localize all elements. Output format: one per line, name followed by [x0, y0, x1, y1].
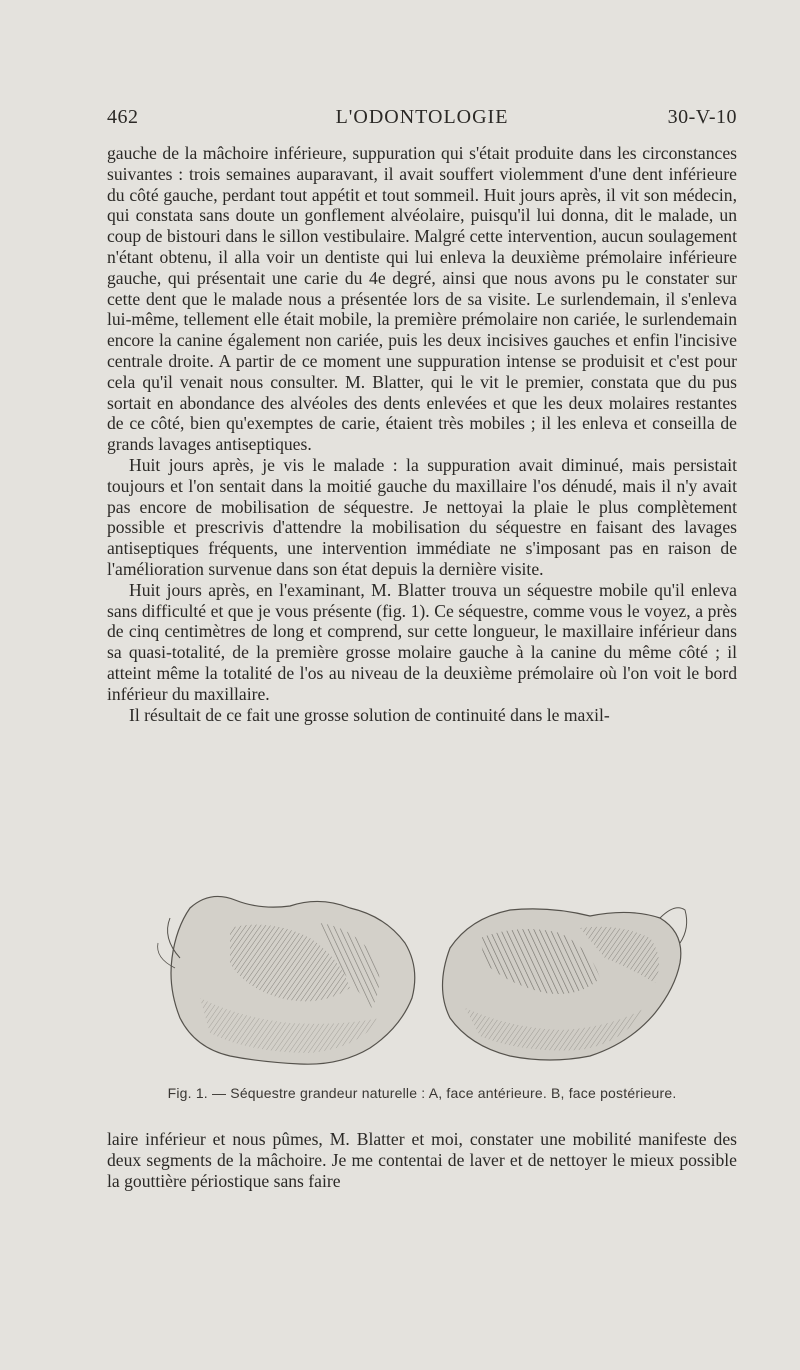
specimen-a-drawing: [158, 896, 415, 1064]
continuation-paragraph: laire inférieur et nous pûmes, M. Blatter et moi, constater une mobilité manifeste des deux segments de la mâchoire. Je me contentai de laver et de nettoyer le mieux possible la gouttière périostique sans faire: [107, 1129, 737, 1191]
paragraph-3: Huit jours après, en l'examinant, M. Blatter trouva un séquestre mobile qu'il enleva sans difficulté et que je vous présente (fig. 1). Ce séquestre, comme vous le voyez, a près de cinq centimètres de long et comprend, sur cette longueur, le maxillaire inférieur dans sa quasi-totalité, de la première grosse molaire gauche à la canine du même côté ; il atteint même la totalité de l'os au niveau de la deuxième prémolaire où l'on voit le bord inférieur du maxillaire.: [107, 579, 737, 704]
page-header: [107, 106, 737, 134]
sequestrum-illustration: [150, 888, 710, 1078]
paragraph-1: gauche de la mâchoire inférieure, suppuration qui s'était produite dans les circonstances suivantes : trois semaines auparavant, il avait souffert violemment d'une dent inférieure du côté gauche, perdant tout appétit et tout sommeil. Huit jours après, il vit son médecin, qui constata sans doute un gonflement alvéolaire, puisqu'il lui donna, dit le malade, un coup de bistouri dans le sillon vestibulaire. Malgré cette intervention, aucun soulagement n'étant obtenu, il alla voir un dentiste qui lui enleva la deuxième prémolaire inférieure gauche, qui présentait une carie du 4e degré, ainsi que nous avons pu le constater sur cette dent que le malade nous a présentée lors de sa visite. Le surlendemain, il s'enleva lui-même, tellement elle était mobile, la première prémolaire non cariée, le surlendemain encore la canine également non cariée, puis les deux incisives gauches et enfin l'incisive centrale droite. A partir de ce moment une suppuration intense se produisit et c'est pour cela qu'il venait nous consulter. M. Blatter, qui le vit le premier, constata que du pus sortait en abondance des alvéoles des dents enlevées et que les deux molaires restantes de ce côté, bien qu'exemptes de carie, étaient très mobiles ; il les enleva et conseilla de grands lavages antiseptiques.: [107, 143, 737, 455]
body-text: [107, 143, 737, 725]
paragraph-2: Huit jours après, je vis le malade : la suppuration avait diminué, mais persistait toujours et l'on sentait dans la moitié gauche du maxillaire l'os dénudé, mais il n'y avait pas encore de mobilisation de séquestre. Je nettoyai la plaie le plus complètement possible et prescrivis d'attendre la mobilisation du séquestre en faisant des lavages antiseptiques fréquents, une intervention immédiate ne s'imposant pas en raison de l'amélioration survenue dans son état depuis la dernière visite.: [107, 454, 737, 579]
page-number: 462: [107, 106, 139, 128]
specimen-b-drawing: [443, 908, 687, 1060]
figure-1: [150, 888, 710, 1078]
figure-caption: Fig. 1. — Séquestre grandeur naturelle : A, face antérieure. B, face postérieure.: [167, 1085, 677, 1101]
issue-date: 30-V-10: [667, 106, 737, 128]
running-title: L'ODONTOLOGIE: [335, 106, 509, 128]
continuation-text: [107, 1129, 737, 1192]
paragraph-4: Il résultait de ce fait une grosse solution de continuité dans le maxil-: [129, 704, 610, 725]
